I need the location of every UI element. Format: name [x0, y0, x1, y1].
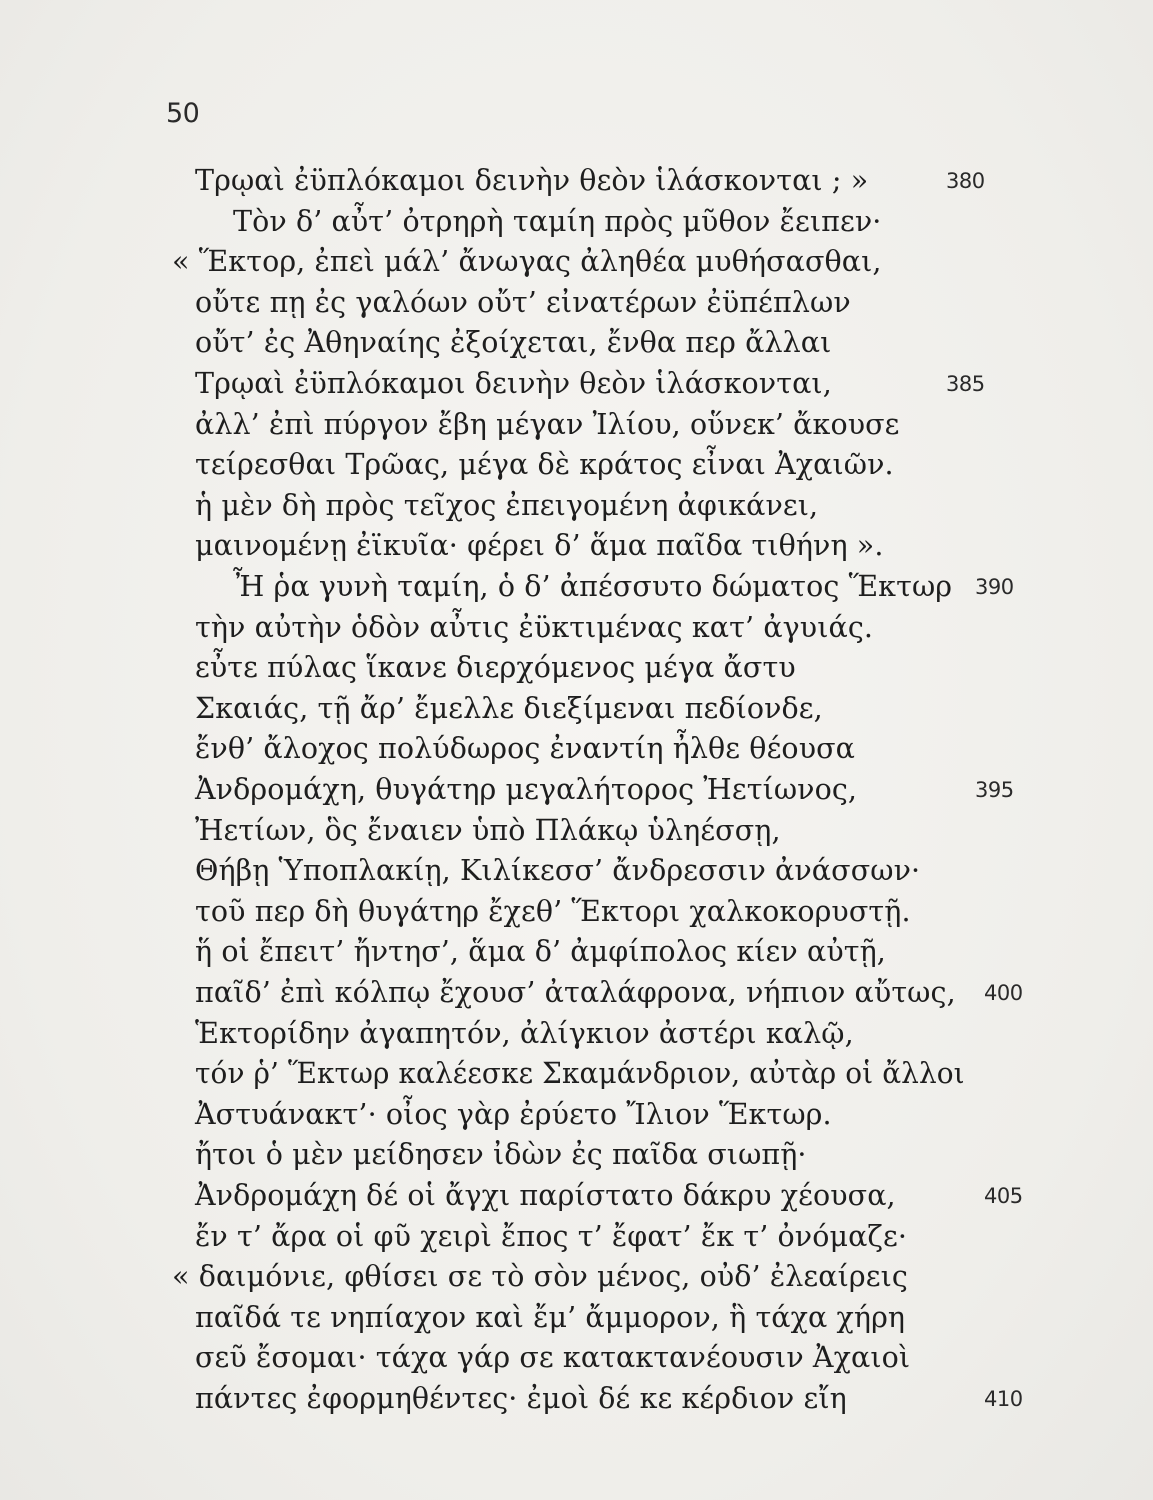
verse-line	[0, 201, 1153, 243]
line-number: 410	[984, 1387, 1023, 1411]
verse-text: τόν ῥ’ Ἕκτωρ καλέεσκε Σκαμάνδριον, αὐτὰρ οἱ ἄλλοι	[195, 1057, 965, 1091]
verse-text: οὔτ’ ἐς Ἀθηναίης ἐξοίχεται, ἔνθα περ ἄλλαι	[195, 326, 832, 360]
verse-line	[0, 1297, 1153, 1339]
page-number: 50	[166, 98, 200, 129]
verse-text: Τρῳαὶ ἐϋπλόκαμοι δεινὴν θεὸν ἱλάσκονται,	[195, 367, 832, 400]
verse-line	[0, 850, 1153, 892]
verse-line	[0, 891, 1153, 933]
verse-text: Ἀνδρομάχη, θυγάτηρ μεγαλήτορος Ἠετίωνος,	[195, 773, 858, 806]
verse-text: παῖδά τε νηπίαχον καὶ ἔμ’ ἄμμορον, ἣ τάχα χήρη	[195, 1300, 906, 1334]
verse-text: Τὸν δ’ αὖτ’ ὀτρηρὴ ταμίη πρὸς μῦθον ἔειπεν·	[233, 204, 882, 238]
verse-line	[0, 1216, 1153, 1258]
verse-line	[0, 363, 1153, 405]
verse-line	[0, 485, 1153, 527]
verse-text: οὔτε πῃ ἐς γαλόων οὔτ’ εἰνατέρων ἐϋπέπλων	[195, 285, 851, 319]
verse-line	[0, 525, 1153, 567]
verse-text: Ἠετίων, ὃς ἔναιεν ὑπὸ Πλάκῳ ὑληέσσῃ,	[195, 813, 781, 847]
verse-text: Ἦ ῥα γυνὴ ταμίη, ὁ δ’ ἀπέσσυτο δώματος Ἕκτωρ	[233, 570, 953, 603]
line-number: 380	[946, 169, 985, 193]
verse-text: « δαιμόνιε, φθίσει σε τὸ σὸν μένος, οὐδ’ ἐλεαίρεις	[172, 1260, 908, 1294]
verse-line	[0, 444, 1153, 486]
line-number: 405	[984, 1184, 1023, 1208]
verse-line	[0, 1053, 1153, 1095]
verse-line	[0, 607, 1153, 649]
verse-line	[0, 322, 1153, 364]
line-number: 395	[975, 778, 1014, 802]
verse-line	[0, 241, 1153, 283]
verse-line	[0, 688, 1153, 730]
verse-line	[0, 1337, 1153, 1379]
verse-text: « Ἕκτορ, ἐπεὶ μάλ’ ἄνωγας ἀληθέα μυθήσασθαι,	[172, 245, 882, 279]
verse-line	[0, 1094, 1153, 1136]
verse-text: παῖδ’ ἐπὶ κόλπῳ ἔχουσ’ ἀταλάφρονα, νήπιον αὔτως,	[195, 976, 956, 1009]
verse-line	[0, 810, 1153, 852]
verse-text: Ἀνδρομάχη δέ οἱ ἄγχι παρίστατο δάκρυ χέουσα,	[195, 1179, 896, 1212]
verse-text: μαινομένῃ ἐϊκυῖα· φέρει δ’ ἅμα παῖδα τιθήνη ».	[195, 529, 884, 563]
verse-line	[0, 1175, 1153, 1217]
verse-line	[0, 282, 1153, 324]
verse-text: ἤτοι ὁ μὲν μείδησεν ἰδὼν ἐς παῖδα σιωπῇ·	[195, 1138, 807, 1172]
verse-line	[0, 972, 1153, 1014]
verse-text: ἔνθ’ ἄλοχος πολύδωρος ἐναντίη ἦλθε θέουσα	[195, 732, 856, 766]
verse-text: Ἀστυάνακτ’· οἶος γὰρ ἐρύετο Ἴλιον Ἕκτωρ.	[195, 1097, 832, 1131]
verse-text: Τρῳαὶ ἐϋπλόκαμοι δεινὴν θεὸν ἱλάσκονται ; »	[195, 164, 869, 197]
verse-line	[0, 1378, 1153, 1420]
verse-line	[0, 404, 1153, 446]
verse-line	[0, 566, 1153, 608]
verse-text: τοῦ περ δὴ θυγάτηρ ἔχεθ’ Ἕκτορι χαλκοκορυστῇ.	[195, 894, 911, 928]
verse-line	[0, 160, 1153, 202]
verse-text: σεῦ ἔσομαι· τάχα γάρ σε κατακτανέουσιν Ἀχαιοὶ	[195, 1341, 911, 1375]
verse-text: ἀλλ’ ἐπὶ πύργον ἔβη μέγαν Ἰλίου, οὕνεκ’ ἄκουσε	[195, 407, 900, 441]
verse-text: Θήβῃ Ὑποπλακίῃ, Κιλίκεσσ’ ἄνδρεσσιν ἀνάσσων·	[195, 854, 921, 888]
verse-line	[0, 728, 1153, 770]
verse-text: Σκαιάς, τῇ ἄρ’ ἔμελλε διεξίμεναι πεδίονδε,	[195, 691, 823, 725]
verse-text: ἡ μὲν δὴ πρὸς τεῖχος ἐπειγομένη ἀφικάνει,	[195, 488, 819, 522]
verse-text: ἔν τ’ ἄρα οἱ φῦ χειρὶ ἔπος τ’ ἔφατ’ ἔκ τ’ ὀνόμαζε·	[195, 1219, 908, 1253]
verse-text: Ἑκτορίδην ἀγαπητόν, ἀλίγκιον ἀστέρι καλῷ,	[195, 1016, 854, 1050]
verse-line	[0, 769, 1153, 811]
verse-line	[0, 1256, 1153, 1298]
verse-text: τείρεσθαι Τρῶας, μέγα δὲ κράτος εἶναι Ἀχαιῶν.	[195, 448, 894, 482]
verse-line	[0, 647, 1153, 689]
verse-line	[0, 1013, 1153, 1055]
verse-text: εὖτε πύλας ἵκανε διερχόμενος μέγα ἄστυ	[195, 651, 796, 685]
verse-text: πάντες ἐφορμηθέντες· ἐμοὶ δέ κε κέρδιον εἴη	[195, 1382, 847, 1415]
line-number: 400	[984, 981, 1023, 1005]
line-number: 390	[975, 575, 1014, 599]
verse-text: τὴν αὐτὴν ὁδὸν αὖτις ἐϋκτιμένας κατ’ ἀγυιάς.	[195, 610, 874, 644]
verse-text: ἥ οἱ ἔπειτ’ ἤντησ’, ἅμα δ’ ἀμφίπολος κίεν αὐτῇ,	[195, 935, 886, 969]
verse-line	[0, 931, 1153, 973]
line-number: 385	[946, 372, 985, 396]
verse-line	[0, 1134, 1153, 1176]
